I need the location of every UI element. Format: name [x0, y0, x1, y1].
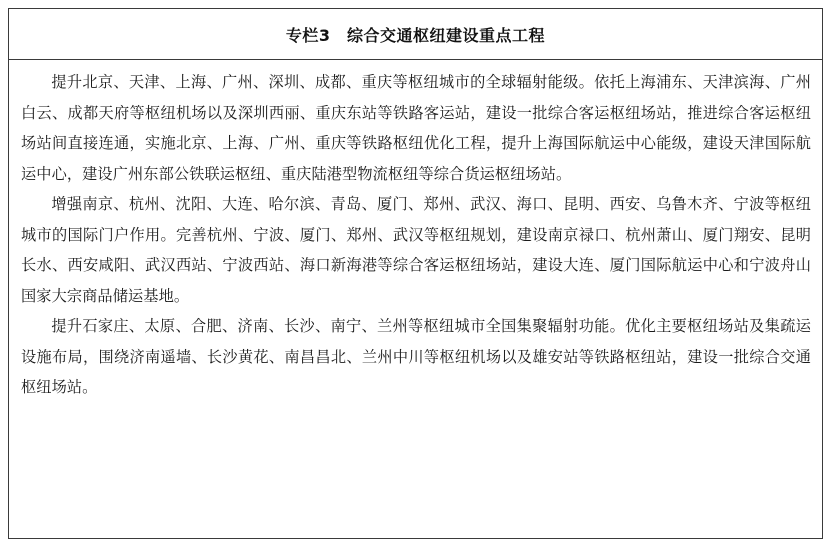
- paragraph-global-hubs: 提升北京、天津、上海、广州、深圳、成都、重庆等枢纽城市的全球辐射能级。依托上海浦东、天津滨海、广州白云、成都天府等枢纽机场以及深圳西丽、重庆东站等铁路客运站，建设一批综合客运枢纽场站，推进综合客运枢纽场站间直接连通，实施北京、上海、广州、重庆等铁路枢纽优化工程，提升上海国际航运中心能级，建设天津国际航运中心，建设广州东部公铁联运枢纽、重庆陆港型物流枢纽等综合货运枢纽场站。: [21, 73, 811, 183]
- column-title: 专栏3 综合交通枢纽建设重点工程: [285, 25, 546, 45]
- paragraph-international-gateways: 增强南京、杭州、沈阳、大连、哈尔滨、青岛、厦门、郑州、武汉、海口、昆明、西安、乌鲁木齐、宁波等枢纽城市的国际门户作用。完善杭州、宁波、厦门、郑州、武汉等枢纽规划，建设南京禄口、杭州萧山、厦门翔安、昆明长水、西安咸阳、武汉西站、宁波西站、海口新海港等综合客运枢纽场站，建设大连、厦门国际航运中心和宁波舟山国家大宗商品储运基地。: [21, 195, 811, 305]
- paragraph-national-hubs: 提升石家庄、太原、合肥、济南、长沙、南宁、兰州等枢纽城市全国集聚辐射功能。优化主要枢纽场站及集疏运设施布局，围绕济南遥墙、长沙黄花、南昌昌北、兰州中川等枢纽机场以及雄安站等铁路枢纽站，建设一批综合交通枢纽场站。: [21, 317, 811, 396]
- feature-column-box: [8, 8, 823, 539]
- column-header: [9, 9, 822, 60]
- column-body: [9, 60, 822, 403]
